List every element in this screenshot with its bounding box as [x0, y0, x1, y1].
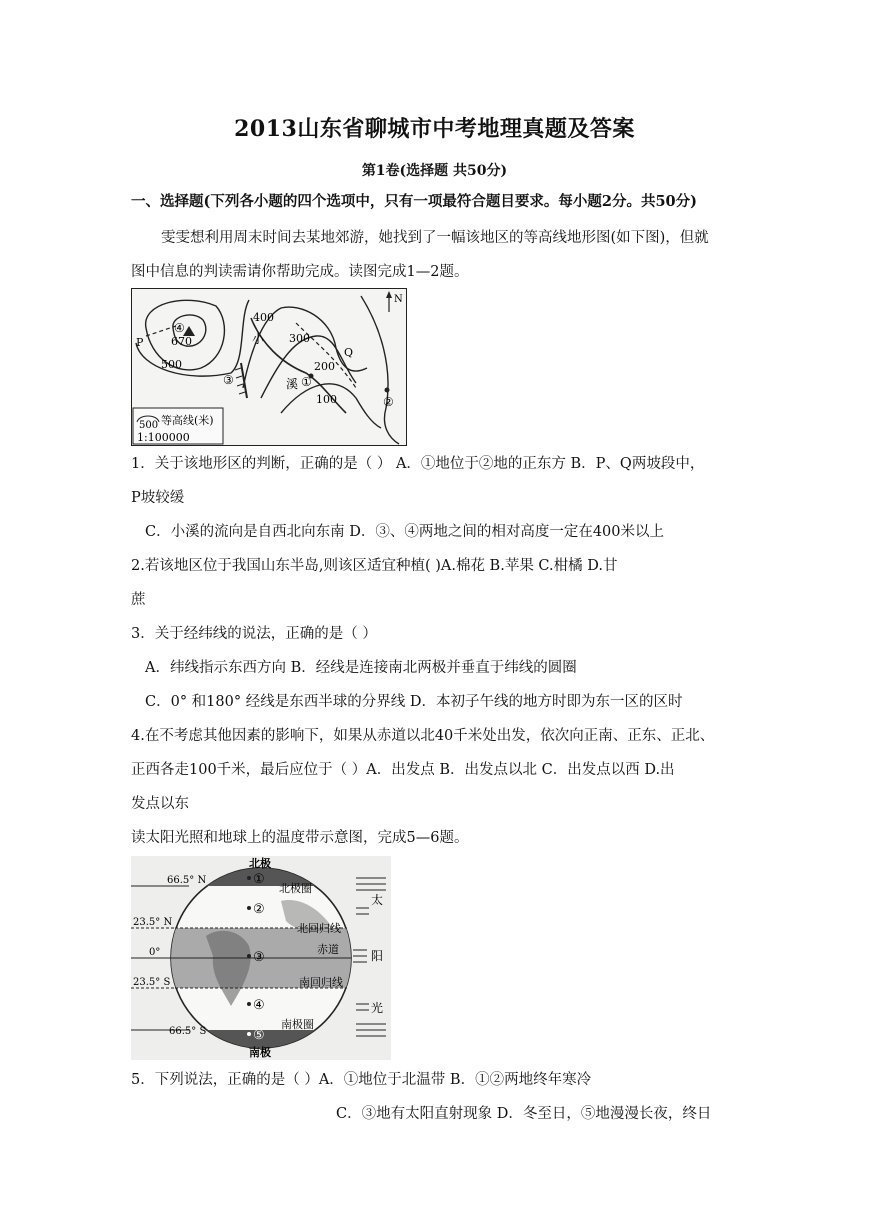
map1-point-Q: Q — [344, 346, 354, 359]
map1-elev-670: 670 — [171, 335, 192, 348]
map1-contour-100: 100 — [316, 393, 337, 406]
map1-contour-300: 300 — [289, 332, 310, 345]
map1-point-P: P — [136, 336, 144, 349]
map1-contour-500: 500 — [161, 358, 182, 371]
section-heading: 一、选择题(下列各小题的四个选项中，只有一项最符合题目要求。每小题2分。共50分) — [131, 193, 697, 210]
q4-line1: 4.在不考虑其他因素的影响下，如果从赤道以北40千米处出发，依次向正南、正东、正北、 — [131, 728, 715, 744]
lat-label-66n: 66.5° N — [167, 875, 207, 886]
zone-south-pole: 南极 — [249, 1046, 271, 1059]
q3-line3: C．0° 和180° 经线是东西半球的分界线 D．本初子午线的地方时即为东一区的区时 — [145, 694, 683, 710]
map1-scale: 1:100000 — [137, 431, 190, 444]
map1-contour-200: 200 — [314, 360, 335, 373]
zone-tropic-capricorn: 南回归线 — [299, 976, 343, 989]
lat-label-equator: 0° — [149, 947, 161, 958]
lat-label-23s: 23.5° S — [133, 977, 171, 988]
intro1-line1: 雯雯想利用周末时间去某地郊游，她找到了一幅该地区的等高线地形图(如下图)，但就 — [161, 230, 709, 246]
q5-line2: C．③地有太阳直射现象 D．冬至日，⑤地漫漫长夜，终日 — [336, 1106, 712, 1122]
map1-point-4: ④ — [174, 321, 185, 335]
map1-point-2: ② — [383, 395, 394, 409]
legend-contour-label: 等高线(米) — [161, 414, 214, 427]
sun-label-char-3: 光 — [371, 1001, 384, 1015]
zone-equator: 赤道 — [317, 943, 339, 956]
zone-antarctic-circle: 南极圈 — [281, 1018, 314, 1031]
contour-map-figure — [131, 288, 407, 446]
intro2-line: 读太阳光照和地球上的温度带示意图，完成5—6题。 — [131, 830, 469, 846]
map2-point-3: ③ — [253, 950, 265, 965]
q2-line1: 2.若该地区位于我国山东半岛,则该区适宜种植( )A.棉花 B.苹果 C.柑橘 D.甘 — [131, 558, 618, 574]
map1-north-label: N — [394, 294, 403, 305]
legend-contour-value: 500 — [139, 420, 159, 431]
map2-point-1: ① — [253, 872, 265, 887]
q2-line2: 蔗 — [131, 592, 146, 608]
sun-label-char-2: 阳 — [371, 949, 384, 963]
q3-line1: 3．关于经纬线的说法，正确的是（ ） — [131, 626, 377, 642]
zone-north-pole: 北极 — [249, 857, 271, 870]
paper-section-subtitle: 第1卷(选择题 共50分) — [361, 163, 508, 179]
lat-label-23n: 23.5° N — [133, 917, 173, 928]
map1-stream-char-2: 溪 — [286, 377, 299, 391]
sun-label-char-1: 太 — [371, 893, 384, 907]
q4-line3: 发点以东 — [131, 796, 189, 812]
lat-label-66s: 66.5° S — [169, 1026, 207, 1037]
zone-arctic-circle: 北极圈 — [279, 882, 312, 895]
zone-tropic-cancer: 北回归线 — [297, 922, 341, 935]
temperature-zone-figure — [131, 856, 391, 1060]
q1-line2: P坡较缓 — [131, 490, 185, 506]
q1-line1: 1．关于该地形区的判断，正确的是（ ） A．①地位于②地的正东方 B．P、Q两坡段中， — [131, 456, 705, 472]
map1-contour-400: 400 — [253, 311, 274, 324]
map1-point-3: ③ — [223, 373, 234, 387]
q4-line2: 正西各走100千米，最后应位于（ ）A．出发点 B．出发点以北 C．出发点以西 D.出 — [131, 762, 675, 778]
intro1-line2: 图中信息的判读需请你帮助完成。读图完成1—2题。 — [131, 264, 469, 280]
map2-point-5: ⑤ — [253, 1028, 265, 1043]
map1-stream-char-1: 小 — [252, 332, 265, 346]
q3-line2: A．纬线指示东西方向 B．经线是连接南北两极并垂直于纬线的圆圈 — [145, 660, 577, 676]
document-title: 2013山东省聊城市中考地理真题及答案 — [234, 116, 635, 142]
map2-point-2: ② — [253, 902, 265, 917]
q5-line1: 5．下列说法，正确的是（ ）A．①地位于北温带 B．①②两地终年寒冷 — [131, 1072, 592, 1088]
map1-point-1: ① — [301, 375, 312, 389]
map2-point-4: ④ — [253, 998, 265, 1013]
q1-line3: C．小溪的流向是自西北向东南 D．③、④两地之间的相对高度一定在400米以上 — [145, 524, 665, 540]
